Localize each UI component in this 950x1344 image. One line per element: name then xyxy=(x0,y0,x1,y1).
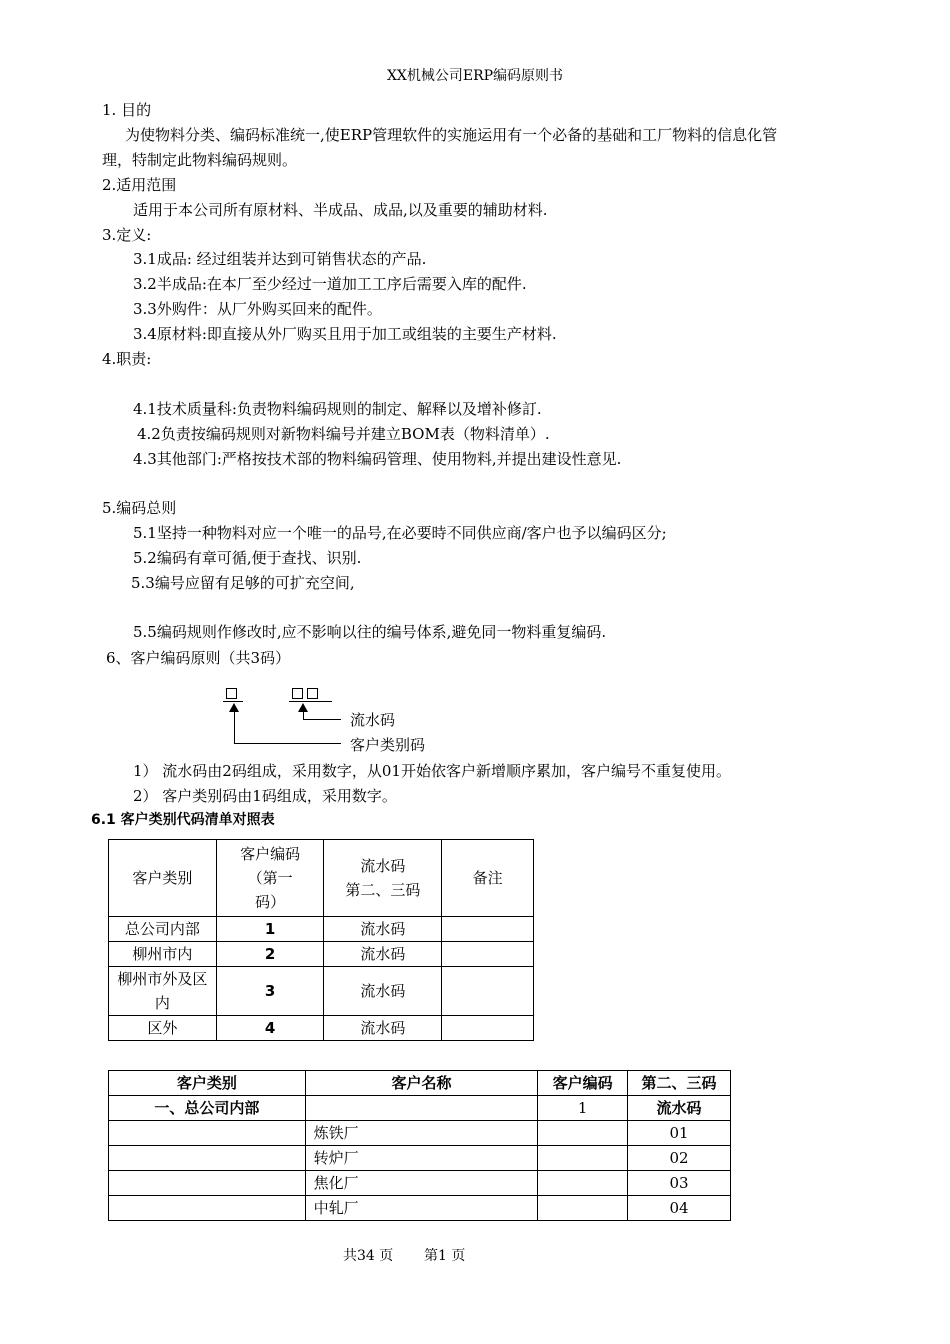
table-header-row xyxy=(109,840,534,917)
cell-serial: 03 xyxy=(628,1171,731,1196)
cell-serial: 流水码 xyxy=(324,1016,442,1041)
section-3-2: 3.2半成品:在本厂至少经过一道加工工序后需要入库的配件. xyxy=(133,275,527,293)
serial-connector-h xyxy=(303,719,341,720)
section-6-note-2: 2） 客户类别码由1码组成，采用数字。 xyxy=(133,787,397,805)
section-6-note-1: 1） 流水码由2码组成，采用数字，从01开始依客户新增顺序累加，客户编号不重复使用。 xyxy=(133,762,731,780)
cell-note xyxy=(442,1016,534,1041)
header-serial-line1: 流水码 xyxy=(360,857,406,875)
category-code-label: 客户类别码 xyxy=(350,736,426,754)
cell-serial: 流水码 xyxy=(324,917,442,942)
table-group-row xyxy=(109,1096,731,1121)
section-6-title: 6、客户编码原则（共3码） xyxy=(106,649,291,667)
section-3-3: 3.3外购件：从厂外购买回来的配件。 xyxy=(133,300,382,318)
header-code: 客户编码 xyxy=(538,1071,628,1096)
header-serial xyxy=(324,840,442,917)
section-3-title: 3.定义: xyxy=(102,226,152,244)
page-count: 共34 页 xyxy=(343,1248,394,1264)
cell-name: 中轧厂 xyxy=(305,1196,538,1221)
section-1-title: 1. 目的 xyxy=(102,101,152,119)
section-5-title: 5.编码总则 xyxy=(102,499,177,517)
header-serial-line2: 第二、三码 xyxy=(345,881,421,899)
category-connector-v xyxy=(234,711,235,743)
section-4-3: 4.3其他部门:严格按技术部的物料编码管理、使用物料,并提出建设性意见. xyxy=(133,450,622,468)
cell-category: 柳州市内 xyxy=(109,942,217,967)
section-2-title: 2.适用范围 xyxy=(102,176,177,194)
cell-name: 转炉厂 xyxy=(305,1146,538,1171)
page-title: XX机械公司ERP编码原则书 xyxy=(386,68,564,84)
cell-note xyxy=(442,917,534,942)
table-row xyxy=(109,967,534,1016)
table-row xyxy=(109,942,534,967)
cell-name: 焦化厂 xyxy=(305,1171,538,1196)
cell-category xyxy=(109,1196,306,1221)
serial-code-label: 流水码 xyxy=(350,711,396,729)
section-3-4: 3.4原材料:即直接从外厂购买且用于加工或组装的主要生产材料. xyxy=(133,325,557,343)
cell-code xyxy=(538,1121,628,1146)
section-5-1: 5.1坚持一种物料对应一个唯一的品号,在必要時不同供应商/客户也予以编码区分; xyxy=(133,524,667,542)
cell-category: 区外 xyxy=(109,1016,217,1041)
cell-code: 2 xyxy=(216,942,324,967)
cell-category-line1: 柳州市外及区 xyxy=(117,970,208,988)
cell-code: 3 xyxy=(216,967,324,1016)
table-row xyxy=(109,917,534,942)
cell-code: 4 xyxy=(216,1016,324,1041)
header-code-line2: （第一 xyxy=(247,869,293,887)
cell-name xyxy=(305,1096,538,1121)
serial-code-box-2 xyxy=(307,688,318,699)
header-code-line3: 码） xyxy=(255,893,286,911)
cell-serial: 04 xyxy=(628,1196,731,1221)
section-3-1: 3.1成品: 经过组装并达到可销售状态的产品. xyxy=(133,250,427,268)
header-note: 备注 xyxy=(442,840,534,917)
category-underline xyxy=(223,701,243,702)
cell-category-line2: 内 xyxy=(154,994,170,1012)
cell-category xyxy=(109,967,217,1016)
cell-code: 1 xyxy=(538,1096,628,1121)
section-1-para-line1: 为使物料分类、编码标准统一,使ERP管理软件的实施运用有一个必备的基础和工厂物料的信息化管 xyxy=(125,126,778,144)
cell-name: 炼铁厂 xyxy=(305,1121,538,1146)
serial-underline xyxy=(289,701,332,702)
section-2-para: 适用于本公司所有原材料、半成品、成品,以及重要的辅助材料. xyxy=(133,201,548,219)
cell-serial: 流水码 xyxy=(324,967,442,1016)
table-row xyxy=(109,1016,534,1041)
serial-connector-v xyxy=(303,711,304,719)
header-serial: 第二、三码 xyxy=(628,1071,731,1096)
table-row xyxy=(109,1146,731,1171)
customer-list-table xyxy=(108,1070,731,1221)
cell-serial: 流水码 xyxy=(324,942,442,967)
header-name: 客户名称 xyxy=(305,1071,538,1096)
cell-note xyxy=(442,967,534,1016)
cell-category xyxy=(109,1146,306,1171)
section-5-5: 5.5编码规则作修改时,应不影响以往的编号体系,避免同一物料重复编码. xyxy=(133,623,607,641)
cell-category: 总公司内部 xyxy=(109,917,217,942)
header-category: 客户类别 xyxy=(109,1071,306,1096)
serial-code-box-1 xyxy=(292,688,303,699)
section-5-2: 5.2编码有章可循,便于查找、识别. xyxy=(133,549,362,567)
section-1-para-line2: 理，特制定此物料编码规则。 xyxy=(102,151,298,169)
cell-category xyxy=(109,1121,306,1146)
cell-note xyxy=(442,942,534,967)
customer-category-table xyxy=(108,839,534,1041)
cell-serial: 01 xyxy=(628,1121,731,1146)
section-4-1: 4.1技术质量科:负责物料编码规则的制定、解释以及增补修訂. xyxy=(133,400,542,418)
cell-code: 1 xyxy=(216,917,324,942)
cell-serial: 流水码 xyxy=(628,1096,731,1121)
header-code xyxy=(216,840,324,917)
section-4-2: 4.2负责按编码规则对新物料编号并建立BOM表（物料清单）. xyxy=(137,425,550,443)
category-code-box xyxy=(226,688,237,699)
header-code-line1: 客户编码 xyxy=(240,845,301,863)
table-header-row xyxy=(109,1071,731,1096)
header-category: 客户类别 xyxy=(109,840,217,917)
cell-serial: 02 xyxy=(628,1146,731,1171)
cell-code xyxy=(538,1196,628,1221)
table-row xyxy=(109,1121,731,1146)
cell-code xyxy=(538,1171,628,1196)
section-4-title: 4.职责: xyxy=(102,350,152,368)
section-6-1-title: 6.1 客户类别代码清单对照表 xyxy=(91,812,275,828)
cell-category xyxy=(109,1171,306,1196)
cell-code xyxy=(538,1146,628,1171)
category-connector-h xyxy=(234,743,341,744)
section-5-3: 5.3编号应留有足够的可扩充空间, xyxy=(131,574,355,592)
table-row xyxy=(109,1171,731,1196)
table-row xyxy=(109,1196,731,1221)
page-number: 第1 页 xyxy=(424,1248,466,1264)
cell-category: 一、总公司内部 xyxy=(109,1096,306,1121)
